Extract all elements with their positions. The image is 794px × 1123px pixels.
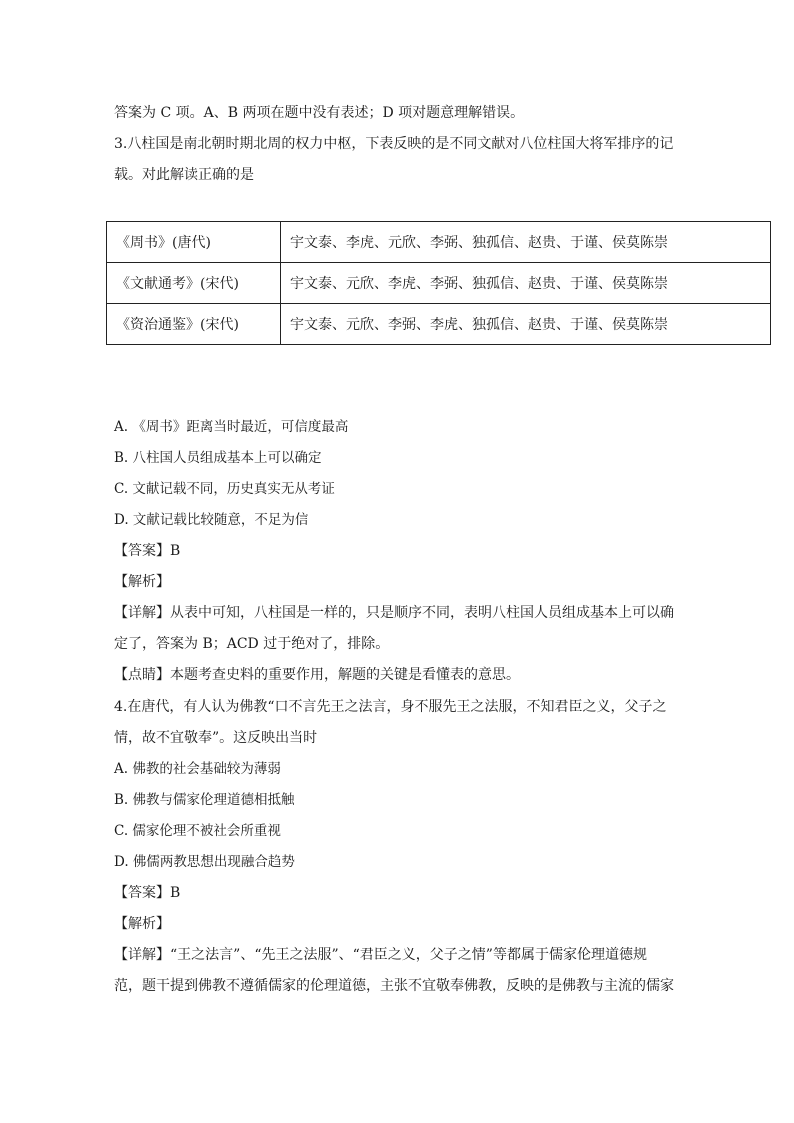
question-4-stem-line-2: 情，故不宜敬奉”。这反映出当时 (114, 730, 318, 746)
question-4-option-a: A. 佛教的社会基础较为薄弱 (114, 761, 281, 777)
table-cell-source: 《文献通考》(宋代) (107, 263, 281, 304)
question-3-option-c: C. 文献记载不同，历史真实无从考证 (114, 481, 335, 497)
source-comparison-table (106, 221, 771, 345)
question-3-option-d: D. 文献记载比较随意，不足为信 (114, 512, 309, 528)
question-4-option-b: B. 佛教与儒家伦理道德相抵触 (114, 792, 295, 808)
table-row (107, 304, 771, 345)
previous-answer-explanation: 答案为 C 项。A、B 两项在题中没有表述；D 项对题意理解错误。 (114, 105, 525, 121)
question-4-option-d: D. 佛儒两教思想出现融合趋势 (114, 854, 295, 870)
question-4-detail-line-1: 【详解】“王之法言”、“先王之法服”、“君臣之义，父子之情”等都属于儒家伦理道德规 (114, 947, 647, 963)
question-4-option-c: C. 儒家伦理不被社会所重视 (114, 823, 281, 839)
table-cell-source: 《资治通鉴》(宋代) (107, 304, 281, 345)
question-4-detail-line-2: 范，题干提到佛教不遵循儒家的伦理道德，主张不宜敬奉佛教，反映的是佛教与主流的儒家 (114, 978, 674, 994)
table-cell-names: 宇文泰、李虎、元欣、李弼、独孤信、赵贵、于谨、侯莫陈崇 (281, 222, 771, 263)
question-4-stem-line-1: 4.在唐代，有人认为佛教“口不言先王之法言，身不服先王之法服，不知君臣之义，父子之 (114, 699, 667, 715)
question-4-answer: 【答案】B (114, 885, 181, 901)
table-row (107, 222, 771, 263)
question-3-detail-line-2: 定了，答案为 B；ACD 过于绝对了，排除。 (114, 636, 390, 652)
question-4-analysis-heading: 【解析】 (114, 916, 170, 932)
question-3-comment: 【点睛】本题考查史料的重要作用，解题的关键是看懂表的意思。 (114, 667, 520, 683)
table-cell-source: 《周书》(唐代) (107, 222, 281, 263)
question-3-stem-line-1: 3.八柱国是南北朝时期北周的权力中枢，下表反映的是不同文献对八位柱国大将军排序的记 (114, 136, 674, 152)
table-row (107, 263, 771, 304)
question-3-analysis-heading: 【解析】 (114, 574, 170, 590)
table-cell-names: 宇文泰、元欣、李虎、李弼、独孤信、赵贵、于谨、侯莫陈崇 (281, 263, 771, 304)
question-3-option-b: B. 八柱国人员组成基本上可以确定 (114, 450, 322, 466)
question-3-answer: 【答案】B (114, 543, 181, 559)
question-3-stem-line-2: 载。对此解读正确的是 (114, 167, 254, 183)
table-cell-names: 宇文泰、元欣、李弼、李虎、独孤信、赵贵、于谨、侯莫陈崇 (281, 304, 771, 345)
question-3-option-a: A. 《周书》距离当时最近，可信度最高 (114, 419, 349, 435)
question-3-detail-line-1: 【详解】从表中可知，八柱国是一样的，只是顺序不同，表明八柱国人员组成基本上可以确 (114, 605, 674, 621)
